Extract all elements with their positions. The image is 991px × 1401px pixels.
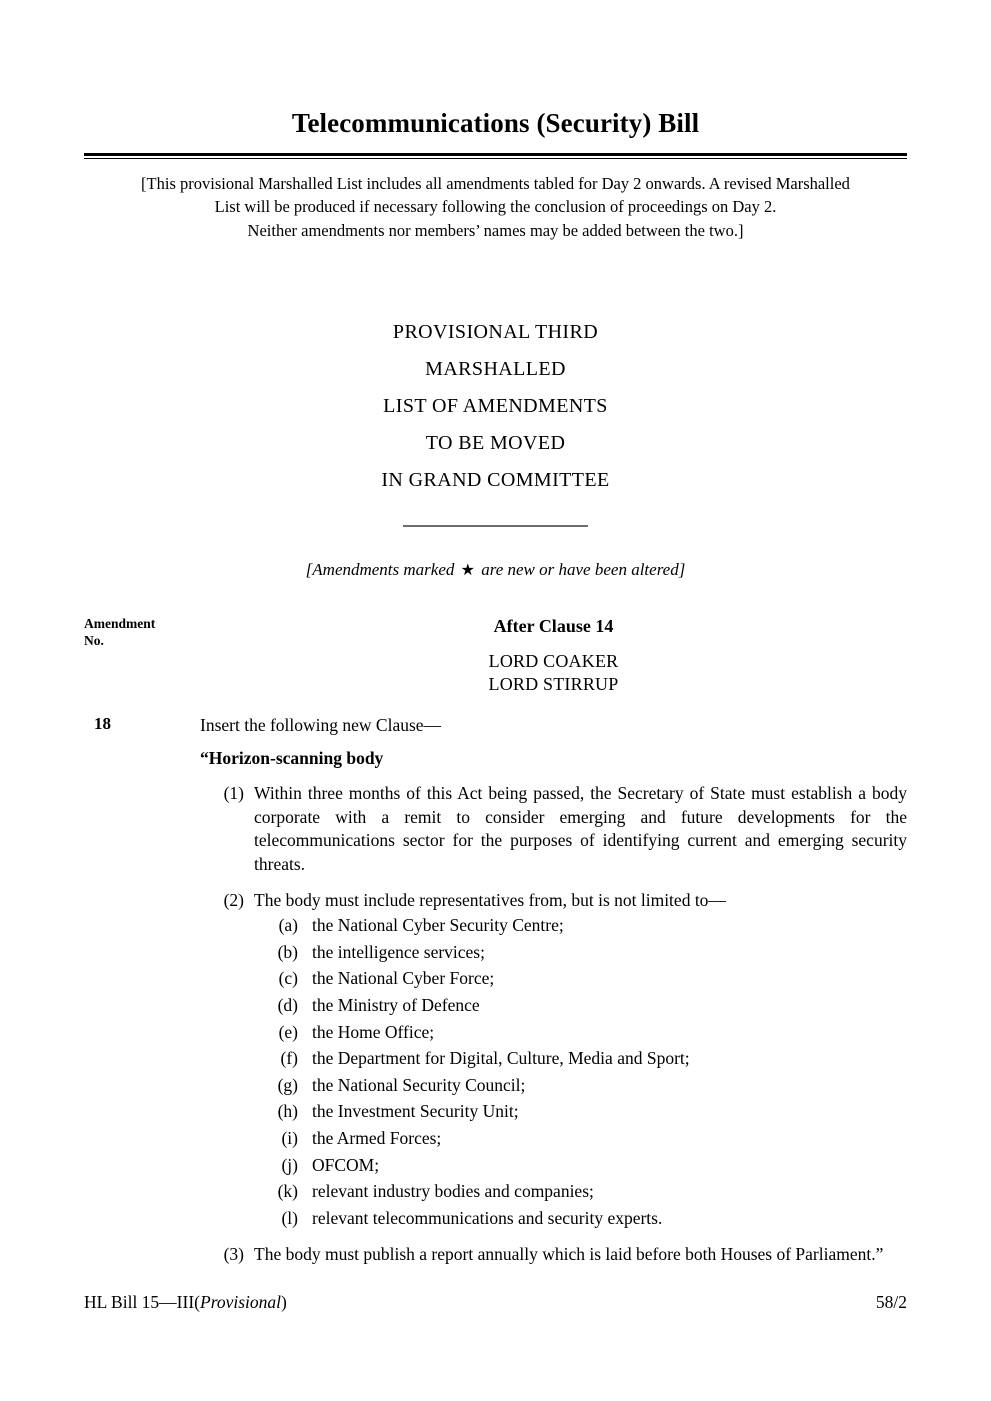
list-item-marker: (g) (277, 1074, 298, 1095)
preamble-line: Neither amendments nor members’ names may be added between the two.] (247, 220, 744, 240)
paragraph-text: Within three months of this Act being passed, the Secretary of State must establish a body corporate with a remit to consider emerging and future developments for the telecommunications sector for the purposes of identifying current and emerging security threats. (254, 783, 907, 874)
list-item-marker: (h) (277, 1101, 298, 1122)
amendment-no-label-line2: No. (84, 633, 104, 649)
list-item-marker: (k) (277, 1181, 298, 1202)
bill-reference-close: ) (281, 1292, 287, 1312)
heading-line: PROVISIONAL THIRD (392, 321, 599, 344)
member-name: LORD COAKER (488, 651, 619, 672)
clause-heading: After Clause 14 (493, 616, 614, 637)
list-item (200, 1152, 907, 1179)
list-item-label: the intelligence services; (312, 941, 485, 962)
list-item-label: the Ministry of Defence (312, 995, 480, 1016)
list-item-label: the National Cyber Security Centre; (312, 915, 564, 936)
representatives-list (200, 912, 907, 1231)
star-legend-close: ] (678, 560, 686, 580)
list-item (200, 992, 907, 1019)
list-item (200, 1019, 907, 1046)
list-item-label: the National Cyber Force; (312, 968, 495, 989)
amendment-body (84, 714, 907, 1267)
list-item-label: the National Security Council; (312, 1074, 526, 1095)
list-heading-block (84, 242, 907, 527)
list-item-marker: (a) (278, 915, 298, 936)
page-footer (84, 1292, 907, 1313)
new-clause-title: “Horizon-scanning body (200, 748, 384, 769)
list-item-marker: (c) (278, 968, 298, 989)
paragraph-text: The body must include representatives from, but is not limited to— (254, 889, 726, 910)
list-item (200, 912, 907, 939)
list-item (200, 1072, 907, 1099)
star-legend-before: Amendments marked (312, 560, 459, 580)
list-item-marker: (f) (280, 1048, 298, 1069)
bill-reference-provisional: Provisional (200, 1292, 282, 1312)
amendment-no-label-line1: Amendment (84, 616, 156, 632)
list-item-marker: (l) (281, 1207, 298, 1228)
list-item (200, 1045, 907, 1072)
amendment-number: 18 (94, 713, 111, 733)
list-item (200, 965, 907, 992)
list-item-marker: (b) (277, 941, 298, 962)
list-item (200, 1205, 907, 1232)
amendment-entry (84, 696, 907, 1267)
list-item-label: relevant telecommunications and security experts. (312, 1207, 663, 1228)
list-item (200, 1178, 907, 1205)
star-icon: ★ (460, 562, 475, 580)
list-item-label: OFCOM; (312, 1154, 380, 1175)
list-item-marker: (i) (281, 1127, 298, 1148)
bill-reference-plain: HL Bill 15—III( (84, 1292, 200, 1312)
heading-line: LIST OF AMENDMENTS (383, 395, 608, 418)
list-item-label: the Home Office; (312, 1021, 435, 1042)
star-legend (84, 527, 907, 580)
list-item-marker: (e) (278, 1021, 298, 1042)
page-number: 58/2 (875, 1292, 907, 1312)
list-item-marker: (j) (281, 1154, 298, 1175)
page-title: Telecommunications (Security) Bill (291, 108, 700, 138)
list-item-label: the Armed Forces; (312, 1127, 442, 1148)
paragraph-text: The body must publish a report annually which is laid before both Houses of Parliament.” (254, 1244, 884, 1265)
clause-paragraph-2 (200, 877, 907, 913)
list-item (200, 1125, 907, 1152)
heading-line: TO BE MOVED (425, 432, 566, 455)
paragraph-marker: (1) (223, 783, 244, 804)
paragraph-marker: (2) (223, 889, 244, 910)
list-item-label: the Department for Digital, Culture, Media and Sport; (312, 1048, 690, 1069)
star-legend-open: [ (305, 560, 313, 580)
list-item-label: the Investment Security Unit; (312, 1101, 519, 1122)
preamble-note (84, 159, 907, 242)
member-name: LORD STIRRUP (488, 673, 619, 694)
heading-line: IN GRAND COMMITTEE (381, 469, 610, 492)
heading-line: MARSHALLED (425, 358, 566, 381)
preamble-line: List will be produced if necessary following the conclusion of proceedings on Day 2. (214, 197, 777, 217)
clause-paragraph-1 (200, 770, 907, 877)
amendment-section-header (84, 580, 907, 695)
list-item-label: relevant industry bodies and companies; (312, 1181, 594, 1202)
clause-paragraph-3 (200, 1231, 907, 1267)
preamble-line: [This provisional Marshalled List includes all amendments tabled for Day 2 onwards. A revised Marshalled (141, 174, 850, 193)
list-item-marker: (d) (277, 995, 298, 1016)
bill-reference (84, 1292, 287, 1313)
amendment-instruction: Insert the following new Clause— (200, 714, 442, 735)
list-item (200, 1098, 907, 1125)
star-legend-after: are new or have been altered (476, 560, 679, 580)
amendment-no-column-label (84, 616, 214, 650)
paragraph-marker: (3) (223, 1244, 244, 1265)
list-item (200, 939, 907, 966)
